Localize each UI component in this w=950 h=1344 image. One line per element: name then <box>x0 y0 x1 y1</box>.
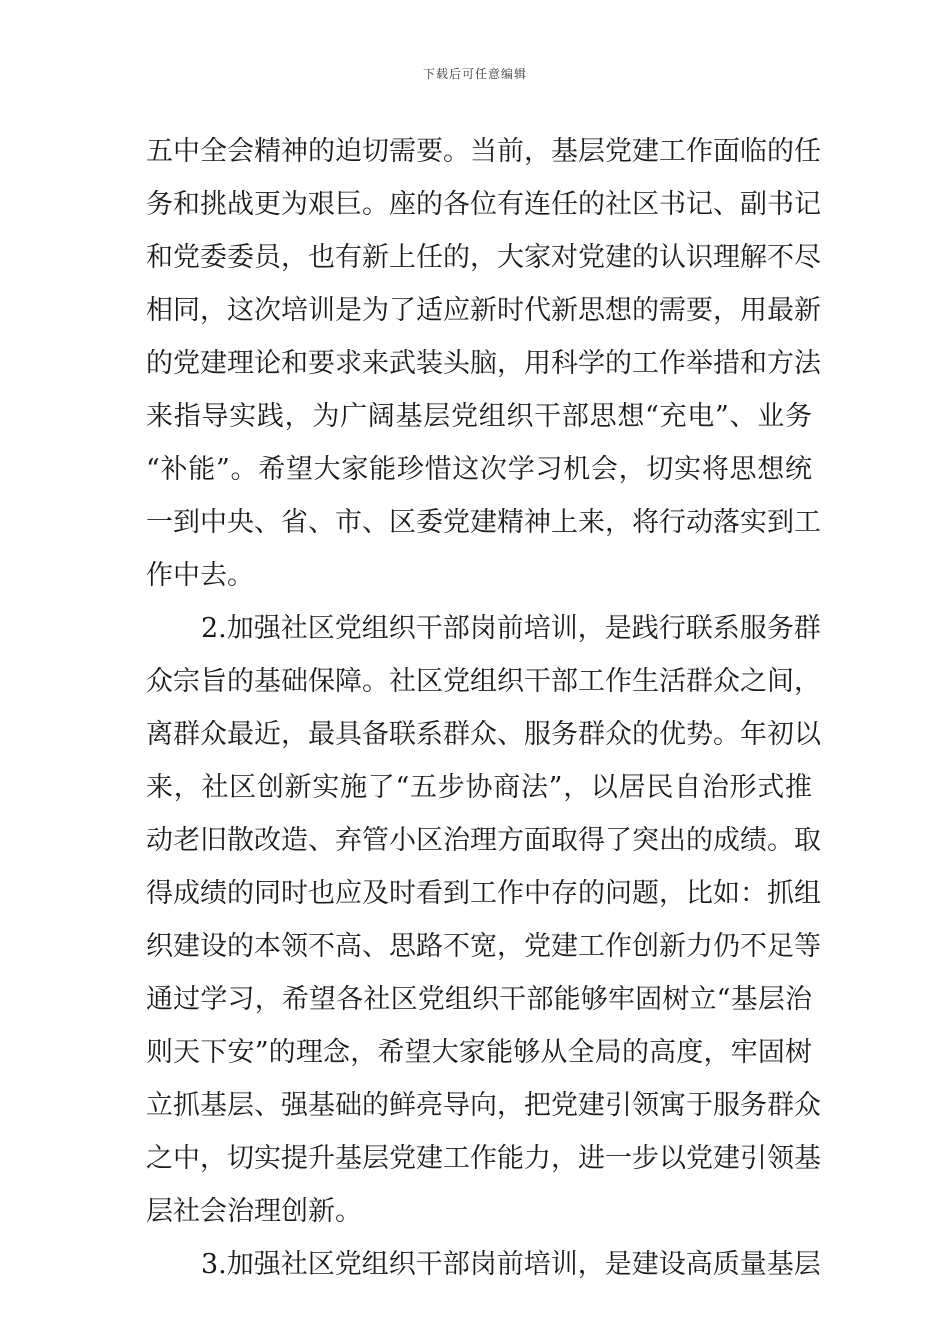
paragraph-1 <box>146 125 821 602</box>
text-line: 相同，这次培训是为了适应新时代新思想的需要，用最新 <box>146 295 821 326</box>
text-line: 织建设的本领不高、思路不宽，党建工作创新力仍不足等 <box>146 931 821 962</box>
text-line: 作中去。 <box>146 560 254 591</box>
text-line: 动老旧散改造、弃管小区治理方面取得了突出的成绩。取 <box>146 825 821 856</box>
paragraph-2 <box>146 602 821 1238</box>
text-line: 2.加强社区党组织干部岗前培训，是践行联系服务群 <box>201 613 821 644</box>
text-line: 立抓基层、强基础的鲜亮导向，把党建引领寓于服务群众 <box>146 1090 821 1121</box>
text-line: 众宗旨的基础保障。社区党组织干部工作生活群众之间， <box>146 666 821 697</box>
text-line: 得成绩的同时也应及时看到工作中存的问题，比如：抓组 <box>146 878 821 909</box>
paragraph-3 <box>146 1238 821 1291</box>
text-line: 层社会治理创新。 <box>146 1196 362 1227</box>
text-line: 务和挑战更为艰巨。座的各位有连任的社区书记、副书记 <box>146 189 821 220</box>
text-line: 通过学习，希望各社区党组织干部能够牢固树立“基层治 <box>146 984 812 1015</box>
text-line: 的党建理论和要求来武装头脑，用科学的工作举措和方法 <box>146 348 821 379</box>
text-line: 来指导实践，为广阔基层党组织干部思想“充电”、业务 <box>146 401 812 432</box>
text-line: “补能”。希望大家能珍惜这次学习机会，切实将思想统 <box>146 454 812 485</box>
text-line: 3.加强社区党组织干部岗前培训，是建设高质量基层 <box>201 1249 821 1280</box>
document-body <box>146 125 821 1291</box>
text-line: 和党委委员，也有新上任的，大家对党建的认识理解不尽 <box>146 242 821 273</box>
text-line: 之中，切实提升基层党建工作能力，进一步以党建引领基 <box>146 1143 821 1174</box>
page-header: 下载后可任意编辑 <box>422 67 527 81</box>
text-line: 一到中央、省、市、区委党建精神上来，将行动落实到工 <box>146 507 821 538</box>
text-line: 来，社区创新实施了“五步协商法”，以居民自治形式推 <box>146 772 812 803</box>
text-line: 则天下安”的理念，希望大家能够从全局的高度，牢固树 <box>146 1037 812 1068</box>
text-line: 五中全会精神的迫切需要。当前，基层党建工作面临的任 <box>146 136 821 167</box>
text-line: 离群众最近，最具备联系群众、服务群众的优势。年初以 <box>146 719 821 750</box>
